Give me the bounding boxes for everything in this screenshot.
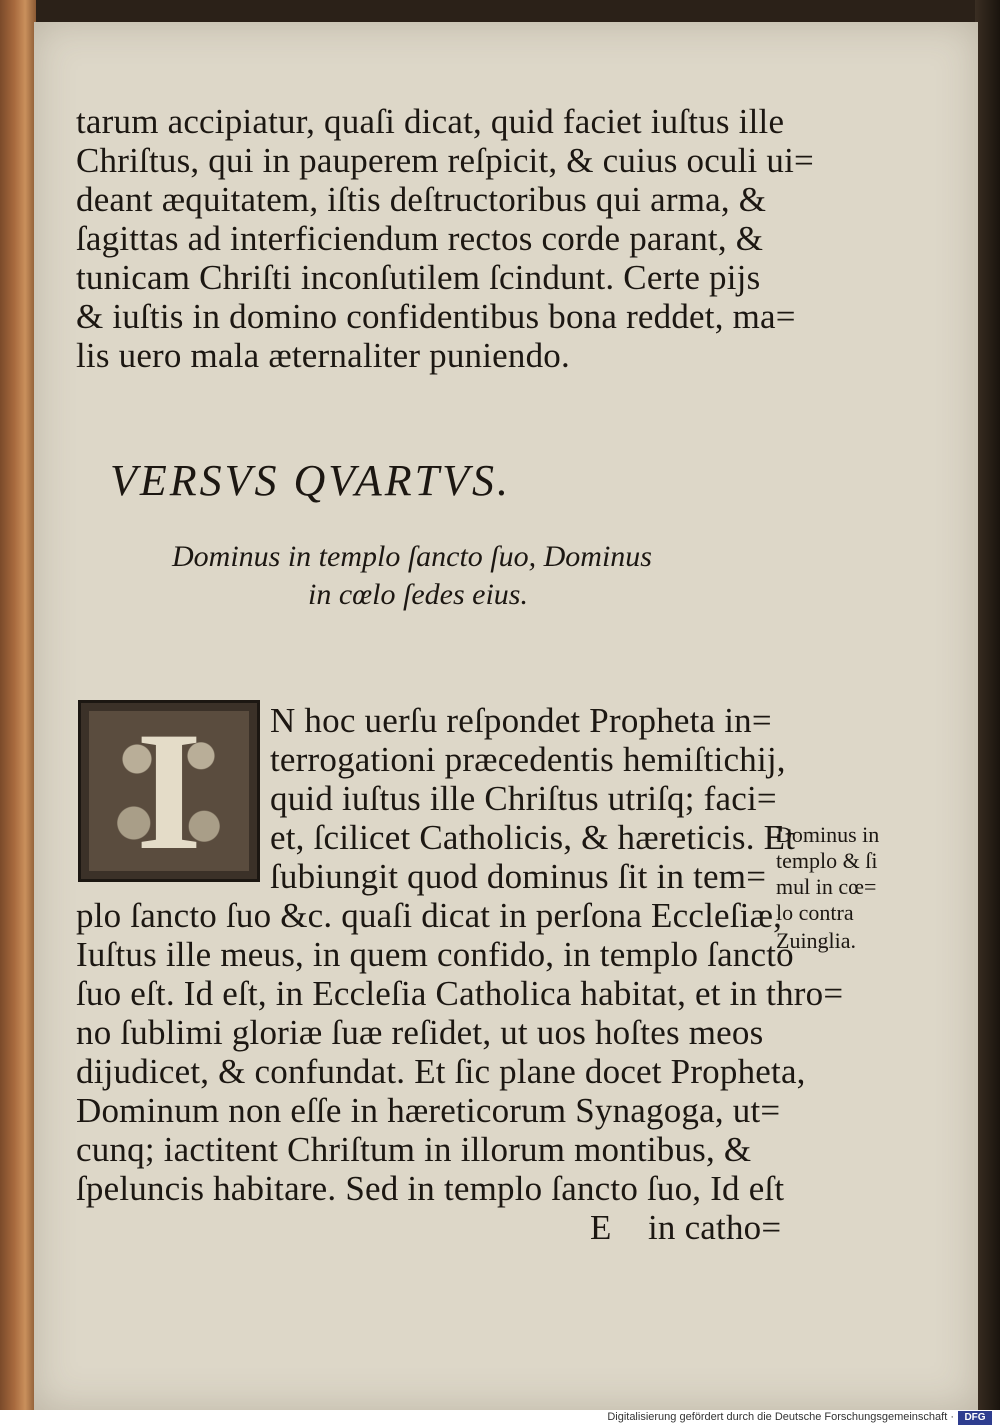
body-line: no ſublimi gloriæ ſuæ reſidet, ut uos hoſtes meos [76,1013,764,1052]
verse-line: in cœlo ſedes eius. [308,578,528,611]
body-line: N hoc uerſu reſpondet Propheta in= [270,701,772,740]
body-line: tunicam Chriſti inconſutilem ſcindunt. Certe pijs [76,258,761,297]
book-spine [0,0,36,1410]
body-line: & iuſtis in domino confidentibus bona reddet, ma= [76,297,796,336]
body-line: deant æquitatem, iſtis deſtructoribus qui arma, & [76,180,767,219]
signature-mark: E [590,1208,612,1247]
margin-note-line: Zuinglia. [776,928,857,953]
body-line: dijudicet, & confundat. Et ſic plane docet Propheta, [76,1052,806,1091]
body-line: plo ſancto ſuo &c. quaſi dicat in perſona Eccleſiæ, [76,896,783,935]
margin-note-line: mul in cœ= [776,874,877,899]
body-line: Chriſtus, qui in pauperem reſpicit, & cuius oculi ui= [76,141,814,180]
margin-note-line: Dominus in [776,822,880,847]
body-line: ſpeluncis habitare. Sed in templo ſancto ſuo, Id eſt [76,1169,785,1208]
body-line: ſagittas ad interficiendum rectos corde parant, & [76,219,764,258]
body-line: Dominum non eſſe in hæreticorum Synagoga, ut= [76,1091,781,1130]
initial-letter: I [135,700,203,882]
verse-line: Dominus in templo ſancto ſuo, Dominus [172,540,652,573]
body-line: tarum accipiatur, quaſi dicat, quid faciet iuſtus ille [76,102,785,141]
margin-note-line: templo & ſi [776,848,878,873]
body-line: et, ſcilicet Catholicis, & hæreticis. Et [270,818,796,857]
body-line: ſubiungit quod dominus ſit in tem= [270,857,767,896]
body-line: quid iuſtus ille Chriſtus utriſq; faci= [270,779,777,818]
decorated-initial [78,700,260,882]
margin-note-line: lo contra [776,900,854,925]
dfg-logo-icon: DFG [958,1411,992,1425]
body-line: Iuſtus ille meus, in quem confido, in templo ſancto [76,935,794,974]
catchword: in catho= [648,1208,782,1247]
body-line: ſuo eſt. Id eſt, in Eccleſia Catholica habitat, et in thro= [76,974,844,1013]
page-edge [975,0,1000,1410]
body-line: terrogationi præcedentis hemiſtichij, [270,740,786,779]
body-line: lis uero mala æternaliter puniendo. [76,336,570,375]
footer-credit: Digitalisierung gefördert durch die Deutsche Forschungsgemeinschaft · [607,1411,954,1423]
body-line: cunq; iactitent Chriſtum in illorum montibus, & [76,1130,752,1169]
section-heading: VERSVS QVARTVS. [110,456,511,505]
